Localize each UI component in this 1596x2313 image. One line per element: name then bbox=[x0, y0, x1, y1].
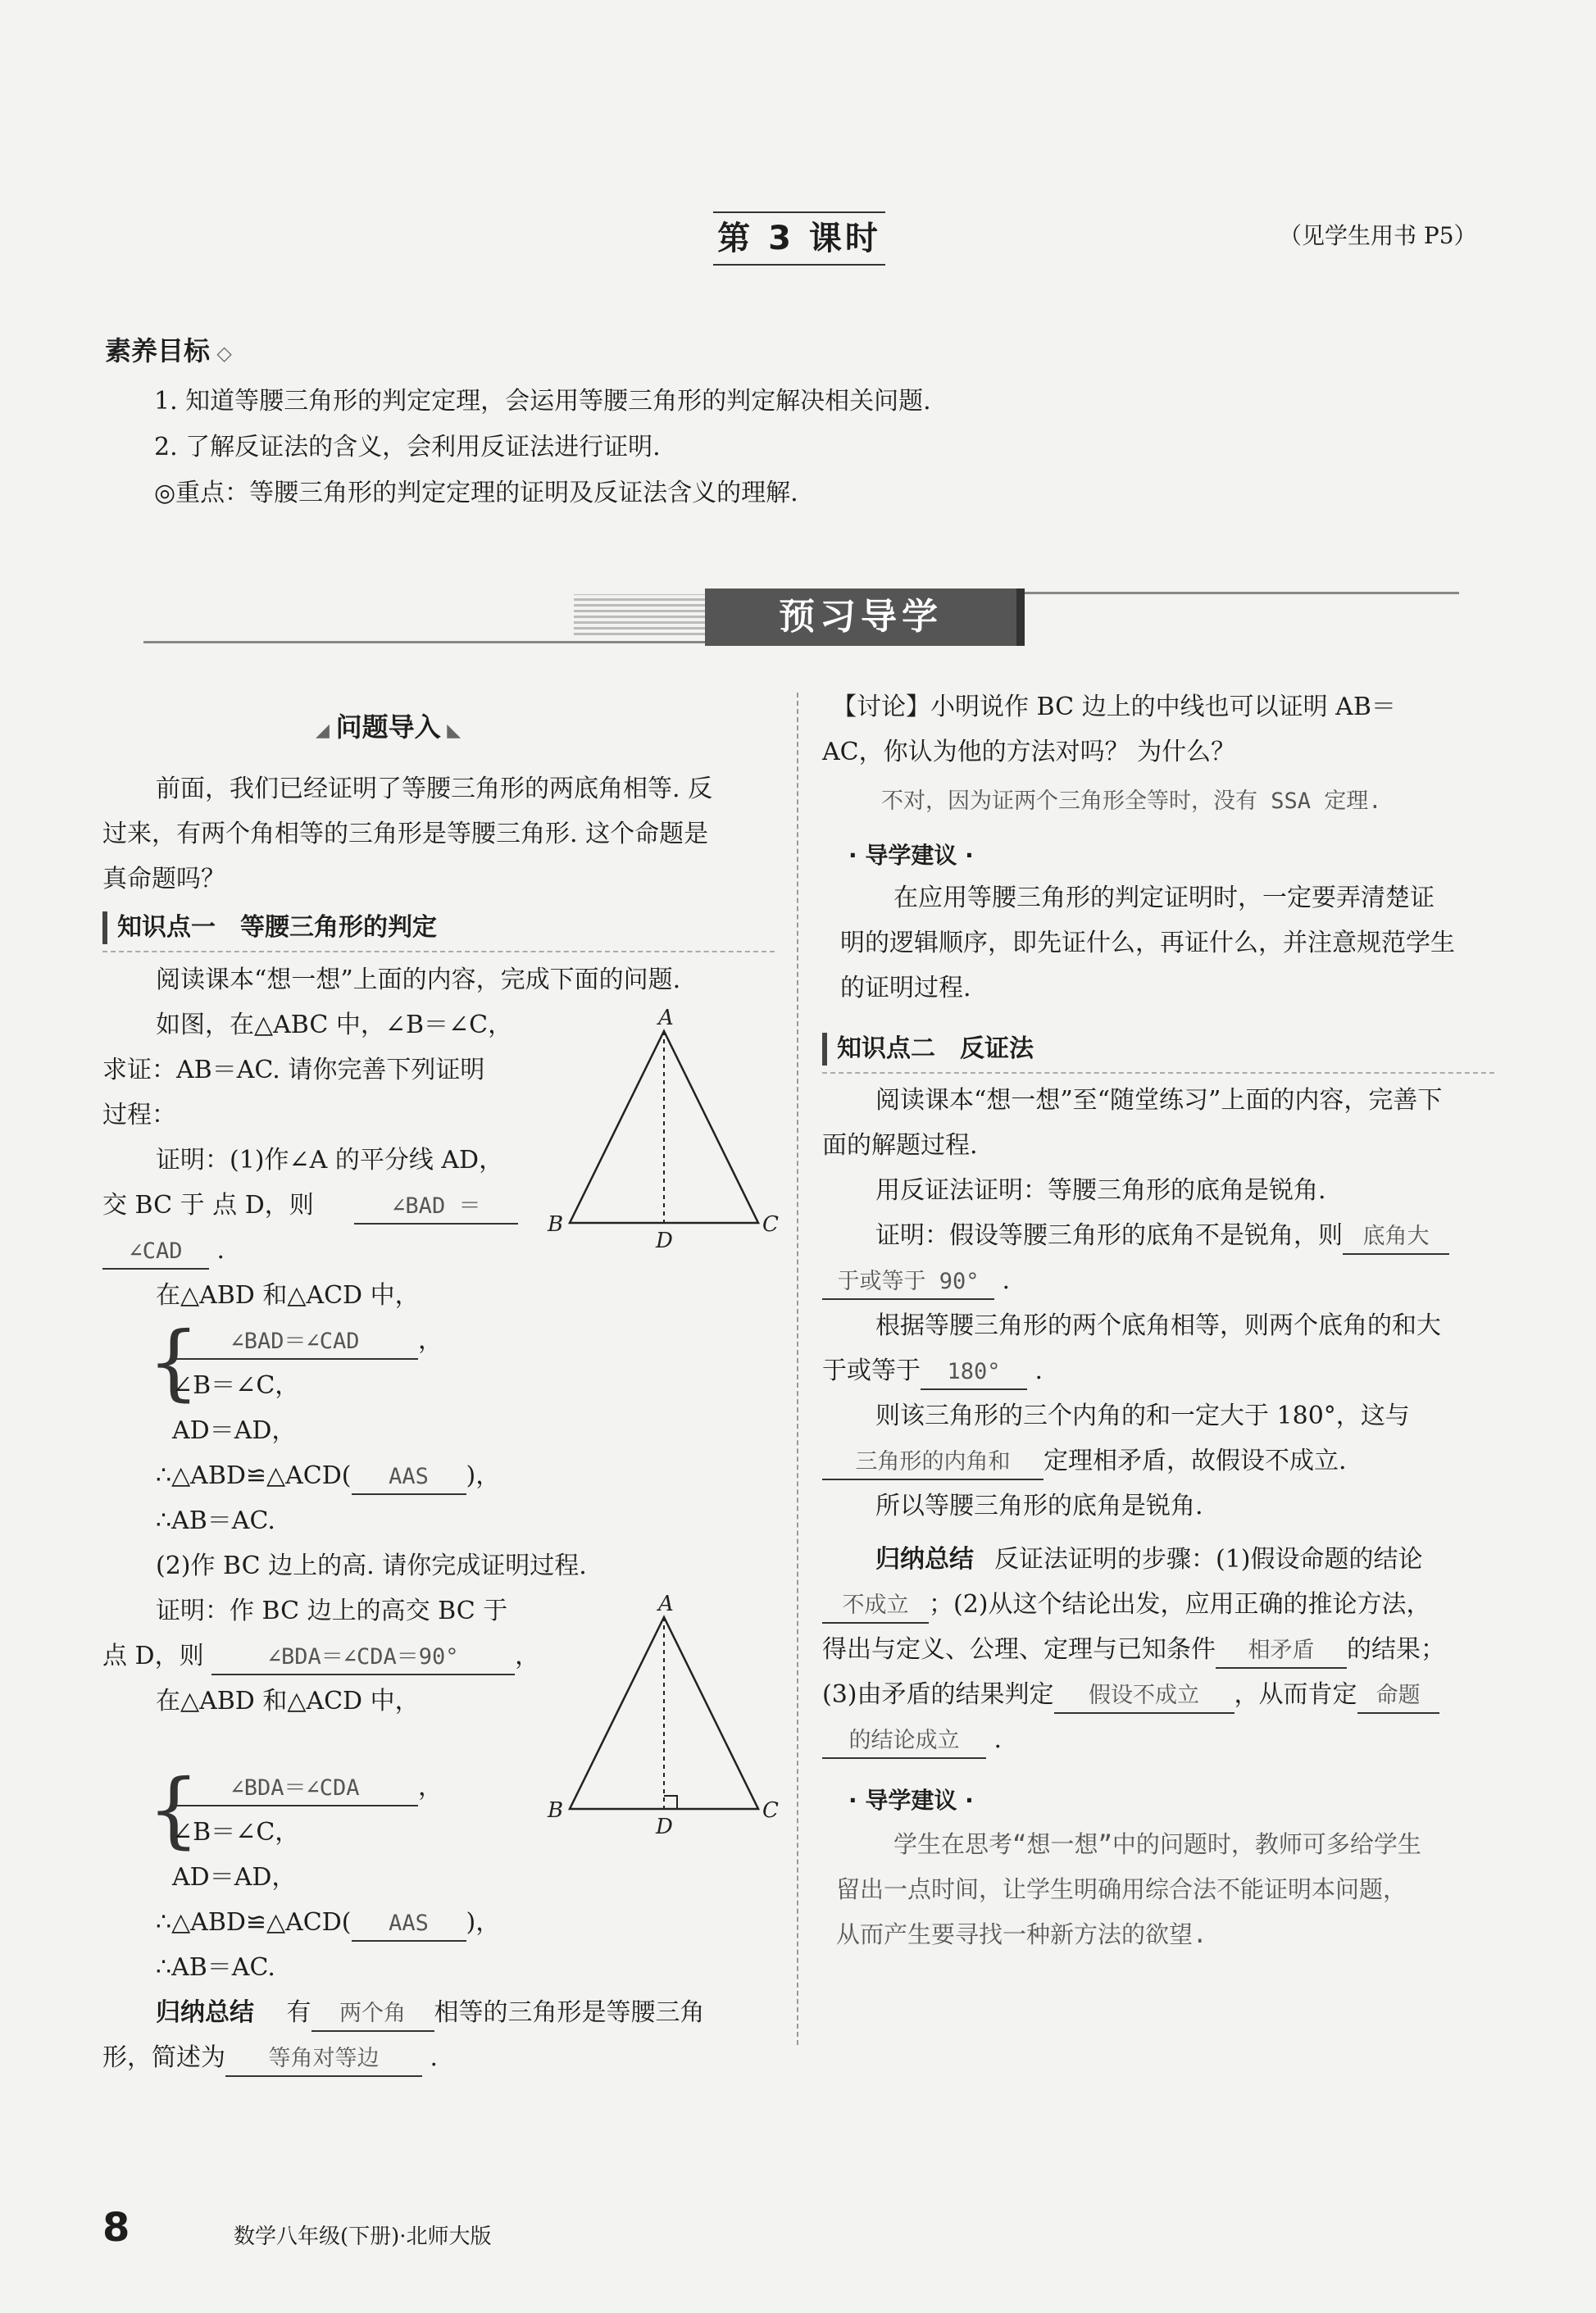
assume-line-1: 证明：假设等腰三角形的底角不是锐角，则 底角大 bbox=[875, 1213, 1449, 1258]
answer-not-hold: 不成立 bbox=[822, 1589, 929, 1624]
answer-bad-cad-1: ∠BAD ＝ bbox=[354, 1190, 518, 1225]
system1-line-c: AD＝AD， bbox=[172, 1416, 297, 1445]
answer-aas-2: AAS bbox=[352, 1907, 466, 1942]
answer-two-angles: 两个角 bbox=[311, 1997, 434, 2032]
answer-interior-sum: 三角形的内角和 bbox=[822, 1446, 1044, 1480]
knowledge-point-1-title: 知识点一 等腰三角形的判定 bbox=[102, 911, 437, 944]
conclusion-ab-ac-2: ∴AB＝AC. bbox=[156, 1953, 275, 1982]
key-point: ◎重点：等腰三角形的判定定理的证明及反证法含义的理解. bbox=[154, 479, 798, 507]
answer-proposition-1: 命题 bbox=[1357, 1679, 1439, 1714]
brace-1: { bbox=[148, 1314, 200, 1410]
total-line-2: 三角形的内角和 定理相矛盾，故假设不成立. bbox=[822, 1438, 1347, 1484]
goal-item-1: 1. 知道等腰三角形的判定定理，会运用等腰三角形的判定解决相关问题. bbox=[154, 387, 931, 416]
read-line: 阅读课本“想一想”上面的内容，完成下面的问题. bbox=[156, 966, 681, 994]
answer-bda-cda: ∠BDA＝∠CDA＝90° bbox=[211, 1641, 515, 1675]
section-banner: 预习导学 bbox=[705, 588, 1025, 646]
proof1-line-c: ∠CAD . bbox=[102, 1228, 225, 1273]
triangle-abc bbox=[570, 1031, 758, 1223]
guide1-line-3: 的证明过程. bbox=[840, 974, 971, 1002]
point-d-label-2: D bbox=[656, 1815, 673, 1839]
proof1-line-a: 证明：(1)作∠A 的平分线 AD， bbox=[156, 1146, 504, 1175]
sum-line-2: 于或等于 180° . bbox=[822, 1348, 1043, 1393]
assume-line-2: 于或等于 90° . bbox=[822, 1258, 1010, 1303]
guide1-line-1: 在应用等腰三角形的判定证明时，一定要弄清楚证 bbox=[893, 884, 1435, 912]
read2-line-2: 面的解题过程. bbox=[822, 1131, 978, 1160]
vertex-b-label-2: B bbox=[548, 1798, 564, 1823]
right-summary-line-2: 不成立 ；(2)从这个结论出发，应用正确的推论方法， bbox=[822, 1582, 1431, 1627]
guide1-line-2: 明的逻辑顺序，即先证什么，再证什么，并注意规范学生 bbox=[840, 929, 1455, 957]
answer-sys2-a: ∠BDA＝∠CDA bbox=[172, 1772, 418, 1806]
answer-assumption-false: 假设不成立 bbox=[1054, 1679, 1235, 1714]
answer-180: 180° bbox=[921, 1356, 1027, 1390]
intro-line-3: 真命题吗？ bbox=[102, 865, 225, 893]
intro-line-1: 前面，我们已经证明了等腰三角形的两底角相等. 反 bbox=[156, 775, 713, 803]
triangle-abc-2 bbox=[570, 1617, 758, 1809]
column-divider bbox=[797, 693, 798, 2045]
vertex-a-label-2: A bbox=[658, 1594, 674, 1616]
right-summary-line-5: 的结论成立 . bbox=[822, 1717, 1002, 1762]
answer-aas-1: AAS bbox=[352, 1461, 466, 1495]
right-angle-mark bbox=[664, 1796, 677, 1809]
triangle-figure-2 bbox=[541, 1594, 787, 1840]
answer-assume-1: 底角大 bbox=[1343, 1220, 1449, 1255]
diamond-icon: ◇ bbox=[210, 342, 232, 365]
guide-label-1: · 导学建议 · bbox=[848, 842, 974, 869]
given-line-3: 过程： bbox=[102, 1101, 176, 1129]
banner-stripes bbox=[574, 594, 705, 635]
point-d-label: D bbox=[656, 1229, 673, 1253]
right-summary-line-4: (3)由矛盾的结果判定 假设不成立 ，从而肯定 命题 bbox=[822, 1672, 1439, 1717]
dashed-rule-2 bbox=[822, 1072, 1494, 1074]
discussion-line-1: 【讨论】小明说作 BC 边上的中线也可以证明 AB＝ bbox=[832, 693, 1396, 721]
system1-line-a: ∠BAD＝∠CAD ， bbox=[172, 1318, 443, 1363]
vertex-a-label: A bbox=[658, 1008, 674, 1030]
guide-label-2: · 导学建议 · bbox=[848, 1787, 974, 1814]
answer-equal-angles: 等角对等边 bbox=[225, 2043, 422, 2077]
book-title: 数学八年级(下册)·北师大版 bbox=[234, 2224, 492, 2249]
answer-contradiction: 相矛盾 bbox=[1216, 1634, 1347, 1669]
proof2-line-b: 点 D，则 ∠BDA＝∠CDA＝90° ， bbox=[102, 1634, 539, 1679]
lesson-title: 第 3 课时 bbox=[713, 211, 885, 266]
proof2-line-a: 证明：作 BC 边上的高交 BC 于 bbox=[156, 1597, 508, 1625]
discussion-line-2: AC，你认为他的方法对吗？ 为什么？ bbox=[822, 738, 1236, 766]
system2-line-c: AD＝AD， bbox=[172, 1863, 297, 1892]
conclusion-ab-ac-1: ∴AB＝AC. bbox=[156, 1506, 275, 1535]
right-summary-line-3: 得出与定义、公理、定理与已知条件 相矛盾 的结果； bbox=[822, 1627, 1445, 1672]
banner-rule-right bbox=[1016, 592, 1459, 594]
vertex-b-label: B bbox=[548, 1212, 564, 1237]
answer-assume-2: 于或等于 90° bbox=[822, 1266, 994, 1300]
answer-bad-cad-2: ∠CAD bbox=[102, 1235, 209, 1270]
goal-item-2: 2. 了解反证法的含义，会利用反证法进行证明. bbox=[154, 433, 661, 461]
sum-line-1: 根据等腰三角形的两个底角相等，则两个底角的和大 bbox=[875, 1311, 1441, 1340]
book-reference: （见学生用书 P5） bbox=[1279, 222, 1477, 249]
intro-heading: ◢ 问题导入 ◣ bbox=[316, 711, 462, 743]
dashed-rule bbox=[102, 951, 775, 952]
intro-line-2: 过来，有两个角相等的三角形是等腰三角形. 这个命题是 bbox=[102, 820, 709, 848]
total-line-1: 则该三角形的三个内角的和一定大于 180°，这与 bbox=[875, 1402, 1410, 1430]
triangle-figure-1 bbox=[541, 1008, 787, 1254]
answer-proposition-2: 的结论成立 bbox=[822, 1725, 986, 1759]
brace-2: { bbox=[148, 1761, 200, 1857]
system2-line-b: ∠B＝∠C， bbox=[172, 1818, 300, 1847]
read2-line-1: 阅读课本“想一想”至“随堂练习”上面的内容，完善下 bbox=[875, 1086, 1443, 1115]
goals-heading: 素养目标 ◇ bbox=[105, 335, 232, 366]
given-line-1: 如图，在△ABC 中，∠B＝∠C， bbox=[156, 1011, 513, 1039]
congruence-1: ∴△ABD≌△ACD( AAS )， bbox=[156, 1453, 500, 1498]
prove-statement: 用反证法证明：等腰三角形的底角是锐角. bbox=[875, 1176, 1326, 1205]
system1-line-b: ∠B＝∠C， bbox=[172, 1371, 300, 1400]
knowledge-point-2-title: 知识点二 反证法 bbox=[822, 1033, 1034, 1066]
discussion-answer: 不对，因为证两个三角形全等时，没有 SSA 定理. bbox=[881, 788, 1382, 814]
page-number: 8 bbox=[102, 2205, 130, 2251]
banner-rule-left bbox=[143, 641, 709, 643]
guide2-line-2: 留出一点时间，让学生明确用综合法不能证明本问题， bbox=[836, 1875, 1407, 1903]
left-summary-line-2: 形，简述为 等角对等边 . bbox=[102, 2035, 438, 2080]
right-summary-line-1: 归纳总结 反证法证明的步骤：(1)假设命题的结论 bbox=[875, 1545, 1423, 1574]
guide2-line-1: 学生在思考“想一想”中的问题时，教师可多给学生 bbox=[893, 1830, 1421, 1858]
system2-line-a: ∠BDA＝∠CDA ， bbox=[172, 1765, 443, 1810]
answer-sys1-a: ∠BAD＝∠CAD bbox=[172, 1325, 418, 1360]
proof1-line-b: 交 BC 于 点 D，则 ∠BAD ＝ bbox=[102, 1183, 518, 1228]
in-abd-acd-2: 在△ABD 和△ACD 中， bbox=[156, 1687, 420, 1715]
congruence-2: ∴△ABD≌△ACD( AAS )， bbox=[156, 1900, 500, 1945]
in-abd-acd-1: 在△ABD 和△ACD 中， bbox=[156, 1281, 420, 1310]
so-line: 所以等腰三角形的底角是锐角. bbox=[875, 1492, 1203, 1520]
left-summary-line-1: 归纳总结 有 两个角 相等的三角形是等腰三角 bbox=[156, 1990, 705, 2035]
vertex-c-label: C bbox=[762, 1212, 779, 1237]
given-line-2: 求证：AB＝AC. 请你完善下列证明 bbox=[102, 1056, 485, 1084]
guide2-line-3: 从而产生要寻找一种新方法的欲望. bbox=[836, 1920, 1207, 1948]
part-2-prompt: (2)作 BC 边上的高. 请你完成证明过程. bbox=[156, 1552, 587, 1580]
vertex-c-label-2: C bbox=[762, 1798, 779, 1823]
